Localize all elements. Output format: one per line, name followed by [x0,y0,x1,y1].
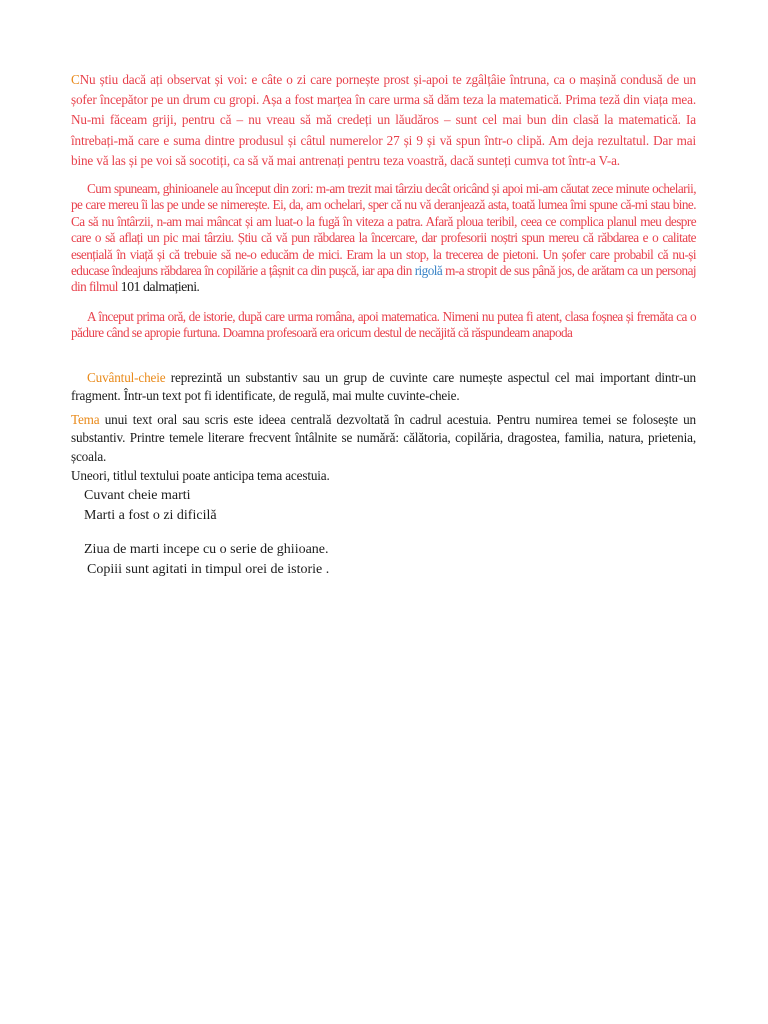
story-paragraph-2 [71,181,696,297]
drop-letter: C [71,72,80,87]
theme-note: Uneori, titlul textului poate anticipa tema acestuia. [71,468,330,484]
story-paragraph-3-text: A început prima oră, de istorie, după care urma româna, apoi matematica. Nimeni nu putea fi atent, clasa foșnea și fremăta ca o pădure când se apropie furtuna. Doamna profesoară era oricum destul de necăjită că răspundeam anapoda [71,308,696,341]
note-line-3: Ziua de marti incepe cu o serie de ghiioane. [84,541,329,557]
definition-keyword [71,369,696,405]
rigola-link[interactable]: rigolă [414,263,443,279]
definition-keyword-text: reprezintă un substantiv sau un grup de cuvinte care numește aspectul cel mai important dintr-un fragment. Într-un text pot fi identificate, de regulă, mai multe cuvinte-cheie. [71,369,696,403]
document-page [71,70,696,580]
story-paragraph-1 [71,70,696,171]
story-paragraph-1-text: Nu știu dacă ați observat și voi: e câte o zi care pornește prost și-apoi te zgâlțâie întruna, ca o mașină condusă de un șofer începător pe un drum cu gropi. Așa a fost marțea în care urma să dăm teza la matematică. Prima teză din viața mea. Nu-mi făceam griji, pentru că – nu vreau să mă credeți un lăudăros – sunt cel mai bun din clasă la matematică. Ia întrebați-mă care e suma dintre produsul și câtul numerelor 27 și 9 și vă spun într-o clipă. Am deja rezultatul. Dar mai bine vă las și pe voi să socotiți, ca să vă mai antrenați pentru teza voastră, dacă sunteți cumva tot într-a V-a. [71,72,696,168]
note-line-1: Cuvant cheie marti [84,487,191,503]
story-paragraph-2-end: . [196,279,200,295]
note-line-4: Copiii sunt agitati in timpul orei de istorie . [87,561,330,577]
term-theme: Tema [71,411,100,427]
story-paragraph-3 [71,309,696,342]
note-line-2: Marti a fost o zi dificilă [84,507,217,523]
definition-theme-text: unui text oral sau scris este ideea centrală dezvoltată în cadrul acestuia. Pentru numirea temei se folosește un substantiv. Printre temele literare frecvent întâlnite se numără: călătoria, copilăria, dragostea, familia, natura, prietenia, școala. [71,411,696,465]
term-keyword: Cuvântul-cheie [87,369,166,385]
note-gap [71,526,696,540]
student-notes [71,486,696,580]
film-title: 101 dalmațieni [120,280,197,296]
story-paragraph-2-text: Cum spuneam, ghinioanele au început din zori: m-am trezit mai târziu decât oricând și apoi mi-am căutat zece minute ochelarii, pe care mereu îi las pe unde se nimerește. Ei, da, am ochelari, sper că nu vă deranjează asta, toată lumea îmi spune că-mi stau bine. Ca să nu întârzii, n-am mai mâncat și am luat-o la fugă în viteza a patra. Afară ploua teribil, ceea ce complica planul meu despre care o să aflați un pic mai târziu. Știu că vă pun răbdarea la încercare, dar profesorii noștri spun mereu că răbdarea e o calitate esențială în viață și că trebuie să ne-o educăm de mici. Eram la un stop, la trecerea de pietoni. Un șofer care probabil că nu-și educase îndeajuns răbdarea în copilărie a țâșnit ca din pușcă, iar apa din [71,181,696,279]
definition-theme [71,411,696,467]
story-paragraph-2-text-after: m-a stropit de sus până jos, de arătam ca un personaj din filmul [71,263,697,295]
